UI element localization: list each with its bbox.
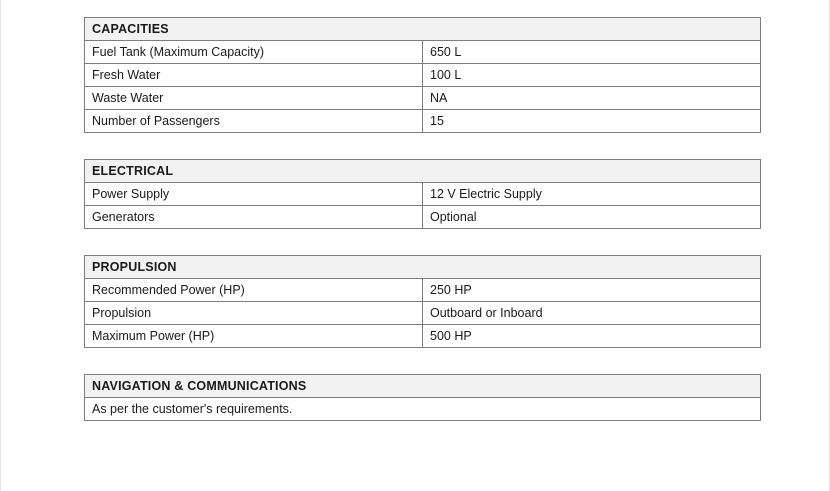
- section-header-capacities: CAPACITIES: [85, 18, 761, 41]
- table-row: [85, 110, 761, 133]
- row-value: Optional: [423, 206, 761, 229]
- table-row: [85, 279, 761, 302]
- table-row: [85, 302, 761, 325]
- row-value: Outboard or Inboard: [423, 302, 761, 325]
- row-value: 15: [423, 110, 761, 133]
- row-value: 250 HP: [423, 279, 761, 302]
- propulsion-table: [84, 255, 761, 348]
- row-label: Fresh Water: [85, 64, 423, 87]
- row-value: 650 L: [423, 41, 761, 64]
- table-row: [85, 206, 761, 229]
- table-row: [85, 87, 761, 110]
- table-row: [85, 41, 761, 64]
- row-label: Propulsion: [85, 302, 423, 325]
- section-header-electrical: ELECTRICAL: [85, 160, 761, 183]
- table-row: [85, 398, 761, 421]
- row-value: 500 HP: [423, 325, 761, 348]
- specifications-content: [84, 17, 761, 421]
- row-label: As per the customer's requirements.: [85, 398, 761, 421]
- table-header-row: [85, 18, 761, 41]
- table-row: [85, 325, 761, 348]
- navigation-communications-table: [84, 374, 761, 421]
- section-header-propulsion: PROPULSION: [85, 256, 761, 279]
- page-left-edge: [0, 0, 1, 491]
- row-label: Recommended Power (HP): [85, 279, 423, 302]
- row-label: Maximum Power (HP): [85, 325, 423, 348]
- row-value: 100 L: [423, 64, 761, 87]
- row-label: Generators: [85, 206, 423, 229]
- row-label: Fuel Tank (Maximum Capacity): [85, 41, 423, 64]
- section-header-navigation-communications: NAVIGATION & COMMUNICATIONS: [85, 375, 761, 398]
- table-header-row: [85, 375, 761, 398]
- row-value: 12 V Electric Supply: [423, 183, 761, 206]
- row-value: NA: [423, 87, 761, 110]
- electrical-table: [84, 159, 761, 229]
- row-label: Waste Water: [85, 87, 423, 110]
- row-label: Power Supply: [85, 183, 423, 206]
- table-header-row: [85, 256, 761, 279]
- table-row: [85, 183, 761, 206]
- row-label: Number of Passengers: [85, 110, 423, 133]
- table-row: [85, 64, 761, 87]
- capacities-table: [84, 17, 761, 133]
- table-header-row: [85, 160, 761, 183]
